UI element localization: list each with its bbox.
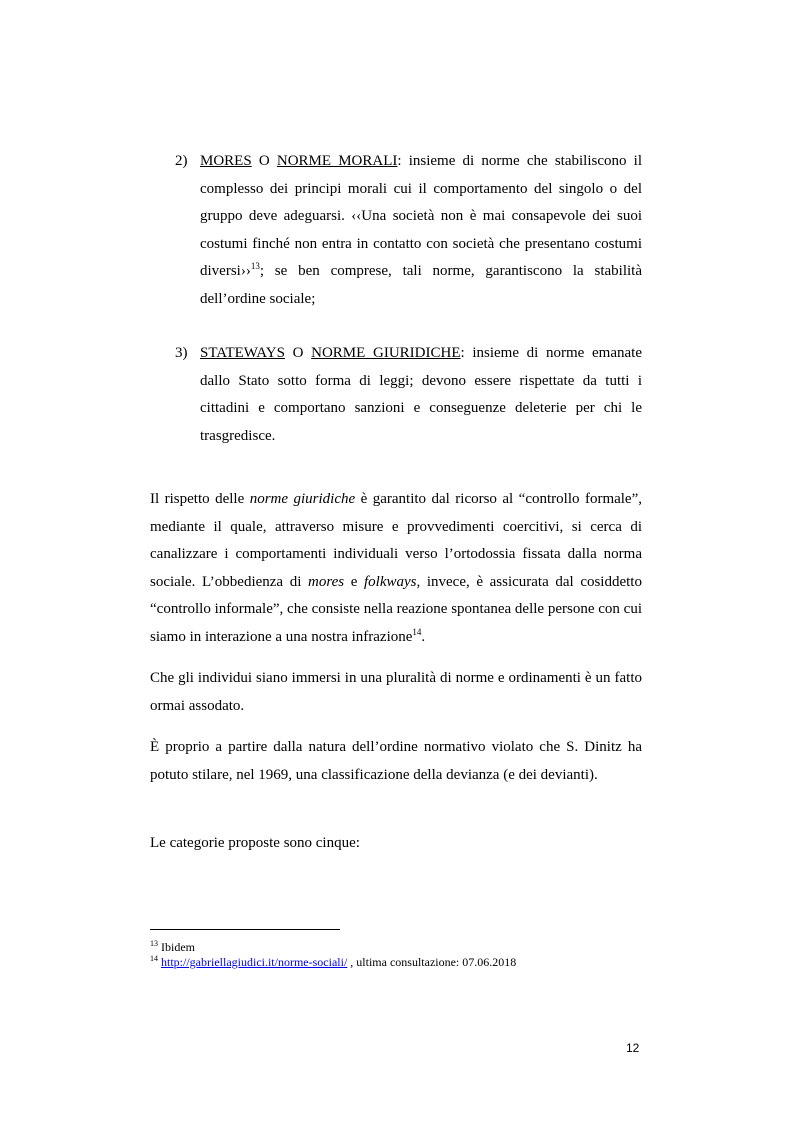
list-item-body [200, 340, 642, 450]
text-run: è garantito dal ricorso al “controllo formale”, mediante il quale, attraverso misure e provvedimenti coercitivi, si cerca di canalizzare i comportamenti individuali verso l’ortodossia fissata dalla norma sociale. L’obbedienza di [150, 491, 642, 590]
term-connector: O [284, 345, 312, 361]
italic-mores: mores [307, 573, 345, 590]
footnote-number: 14 [150, 954, 158, 963]
footnote-13 [150, 940, 516, 955]
footnote-ref-14[interactable]: 14 [412, 626, 422, 637]
paragraph-controllo [150, 486, 642, 651]
list-number: 2) [175, 153, 188, 169]
footnote-text: Ibidem [158, 940, 195, 954]
text-run: Il rispetto delle [150, 491, 250, 507]
term-norme-morali: NORME MORALI [276, 153, 398, 169]
footnote-link[interactable]: http://gabriellagiudici.it/norme-sociali/ [161, 955, 348, 969]
footnote-text: , ultima consultazione: 07.06.2018 [347, 955, 517, 969]
list-item-text-after: ; se ben comprese, tali norme, garantiscono la stabilità dell’ordine sociale; [200, 263, 642, 307]
footnote-number: 13 [150, 939, 158, 948]
text-run: . [421, 628, 426, 645]
list-item-mores [175, 148, 642, 313]
term-mores: MORES [200, 153, 252, 169]
footnotes [150, 940, 516, 970]
list-item-stateways [175, 340, 642, 450]
paragraph-categorie: Le categorie proposte sono cinque: [150, 835, 360, 851]
paragraph-pluralita: Che gli individui siano immersi in una pluralità di norme e ordinamenti è un fatto ormai assodato. [150, 670, 642, 714]
text-run: , invece, è assicurata dal cosiddetto “controllo informale”, che consiste nella reazione spontanea delle persone con cui siamo in interazione a una nostra infrazione [150, 573, 642, 645]
footnote-ref-13[interactable]: 13 [250, 261, 260, 271]
footnote-separator [150, 929, 340, 930]
list-item-text: : insieme di norme emanate dallo Stato sotto forma di leggi; devono essere rispettate da tutti i cittadini e comportano sanzioni e conseguenze deleterie per chi le trasgredisce. [200, 345, 642, 444]
page-number: 12 [626, 1041, 640, 1055]
term-stateways: STATEWAYS [200, 345, 285, 361]
term-connector: O [251, 153, 277, 169]
list-item-text: : insieme di norme che stabiliscono il complesso dei principi morali cui il comportamento del singolo o del gruppo deve adeguarsi. ‹‹Una società non è mai consapevole dei suoi costumi finché non entra in contatto con società che presentano costumi diversi›› [200, 153, 642, 279]
list-number: 3) [175, 345, 188, 361]
list-item-body [200, 148, 642, 313]
text-run: e [344, 573, 364, 590]
footnote-14 [150, 955, 516, 970]
term-norme-giuridiche: NORME GIURIDICHE [311, 345, 461, 361]
italic-folkways: folkways [363, 573, 417, 590]
italic-norme-giuridiche: norme giuridiche [249, 491, 356, 507]
paragraph-dinitz: È proprio a partire dalla natura dell’ordine normativo violato che S. Dinitz ha potuto stilare, nel 1969, una classificazione della devianza (e dei devianti). [150, 739, 642, 783]
